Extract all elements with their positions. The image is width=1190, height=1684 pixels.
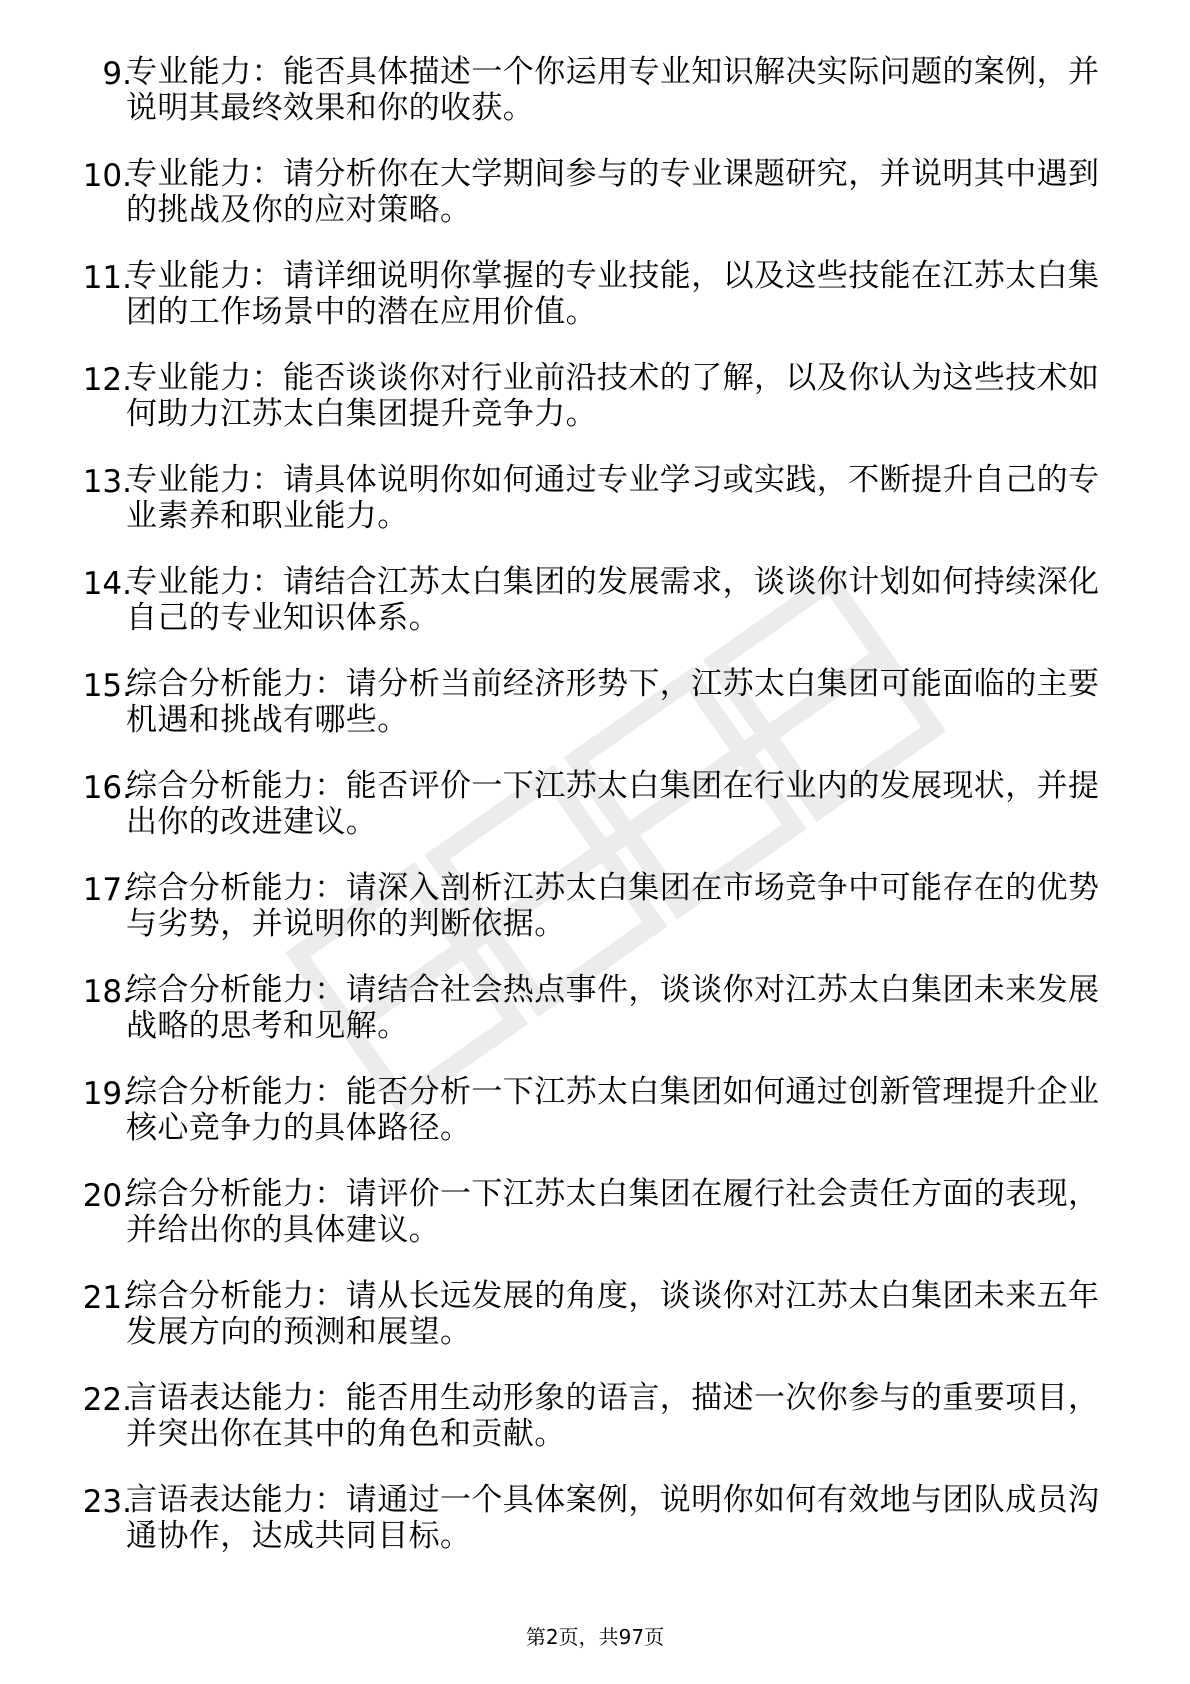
list-item <box>0 660 1190 762</box>
question-text: 言语表达能力：请通过一个具体案例，说明你如何有效地与团队成员沟通协作，达成共同目标。 <box>126 1482 1100 1554</box>
question-text: 专业能力：请分析你在大学期间参与的专业课题研究，并说明其中遇到的挑战及你的应对策略。 <box>126 156 1100 228</box>
question-text: 专业能力：请详细说明你掌握的专业技能，以及这些技能在江苏太白集团的工作场景中的潜在应用价值。 <box>126 258 1100 330</box>
question-text: 专业能力：请具体说明你如何通过专业学习或实践，不断提升自己的专业素养和职业能力。 <box>126 462 1100 534</box>
question-text: 专业能力：请结合江苏太白集团的发展需求，谈谈你计划如何持续深化自己的专业知识体系。 <box>126 564 1100 636</box>
question-text: 言语表达能力：能否用生动形象的语言，描述一次你参与的重要项目，并突出你在其中的角色和贡献。 <box>126 1380 1100 1452</box>
page-indicator: 第2页，共97页 <box>525 1625 665 1649</box>
question-text: 综合分析能力：请分析当前经济形势下，江苏太白集团可能面临的主要机遇和挑战有哪些。 <box>126 666 1100 738</box>
question-number: 11. <box>82 260 132 296</box>
question-number: 17. <box>82 872 132 908</box>
list-item <box>0 762 1190 864</box>
question-text: 综合分析能力：能否评价一下江苏太白集团在行业内的发展现状，并提出你的改进建议。 <box>126 768 1100 840</box>
question-number: 16. <box>82 770 132 806</box>
question-text: 综合分析能力：请评价一下江苏太白集团在履行社会责任方面的表现，并给出你的具体建议。 <box>126 1176 1100 1248</box>
list-item <box>0 1476 1190 1578</box>
question-text: 综合分析能力：请深入剖析江苏太白集团在市场竞争中可能存在的优势与劣势，并说明你的判断依据。 <box>126 870 1100 942</box>
list-item <box>0 1170 1190 1272</box>
question-text: 专业能力：能否谈谈你对行业前沿技术的了解，以及你认为这些技术如何助力江苏太白集团提升竞争力。 <box>126 360 1100 432</box>
list-item <box>0 354 1190 456</box>
list-item <box>0 456 1190 558</box>
question-number: 20. <box>82 1178 132 1214</box>
list-item <box>0 558 1190 660</box>
question-text: 综合分析能力：能否分析一下江苏太白集团如何通过创新管理提升企业核心竞争力的具体路径。 <box>126 1074 1100 1146</box>
question-list <box>0 48 1190 1578</box>
list-item <box>0 966 1190 1068</box>
question-number: 13. <box>82 464 132 500</box>
question-number: 19. <box>82 1076 132 1112</box>
question-number: 10. <box>82 158 132 194</box>
question-text: 综合分析能力：请从长远发展的角度，谈谈你对江苏太白集团未来五年发展方向的预测和展望。 <box>126 1278 1100 1350</box>
question-number: 14. <box>82 566 132 602</box>
list-item <box>0 1068 1190 1170</box>
question-number: 23. <box>82 1484 132 1520</box>
list-item <box>0 864 1190 966</box>
question-number: 18. <box>82 974 132 1010</box>
question-text: 综合分析能力：请结合社会热点事件，谈谈你对江苏太白集团未来发展战略的思考和见解。 <box>126 972 1100 1044</box>
question-number: 15. <box>82 668 132 704</box>
list-item <box>0 1272 1190 1374</box>
list-item <box>0 252 1190 354</box>
question-number: 21. <box>82 1280 132 1316</box>
list-item <box>0 48 1190 150</box>
question-number: 12. <box>82 362 132 398</box>
question-number: 9. <box>102 56 132 92</box>
list-item <box>0 150 1190 252</box>
question-text: 专业能力：能否具体描述一个你运用专业知识解决实际问题的案例，并说明其最终效果和你的收获。 <box>126 54 1100 126</box>
list-item <box>0 1374 1190 1476</box>
question-number: 22. <box>82 1382 132 1418</box>
